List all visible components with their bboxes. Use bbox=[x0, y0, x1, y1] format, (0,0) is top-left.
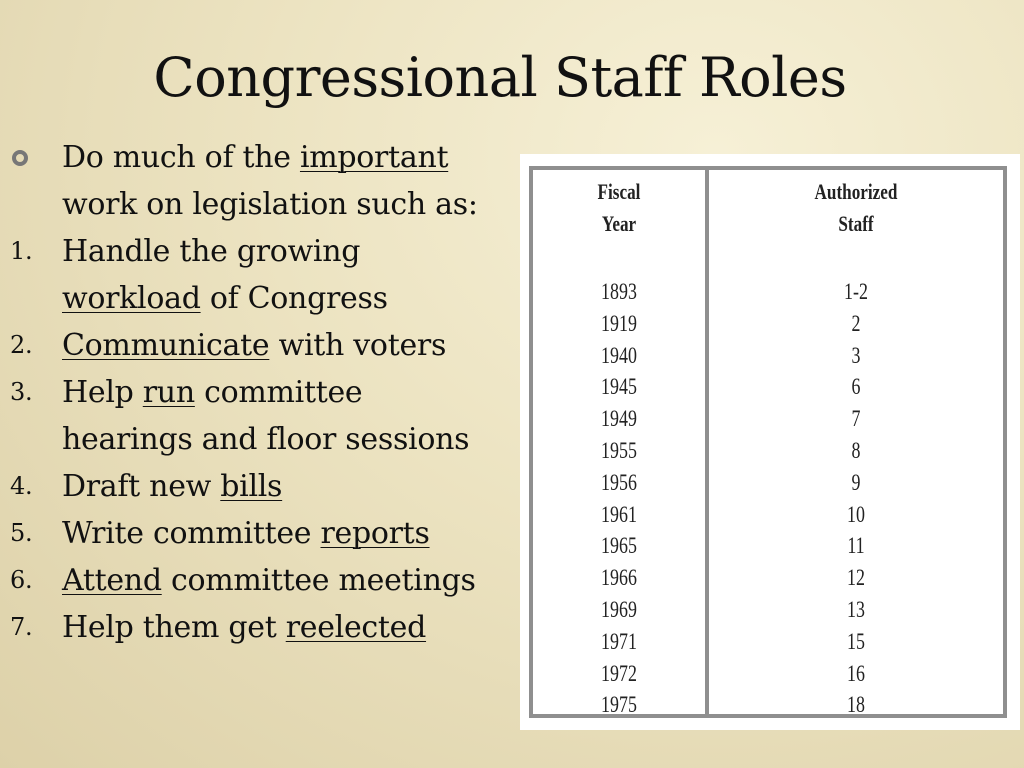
staff-cells bbox=[709, 276, 1003, 721]
table-cell: 1-2 bbox=[844, 279, 868, 304]
text-post: committee meetings bbox=[161, 563, 476, 598]
text-pre: Help bbox=[62, 375, 143, 410]
table-cell: 1956 bbox=[601, 469, 637, 495]
table-cell: 1971 bbox=[601, 628, 637, 654]
table-cell: 10 bbox=[847, 501, 865, 527]
table-cell: 1969 bbox=[601, 596, 637, 622]
list-number: 5. bbox=[10, 519, 33, 547]
text-underlined: reelected bbox=[285, 610, 427, 645]
table-cell: 11 bbox=[847, 533, 865, 559]
table-cell: 1919 bbox=[601, 310, 637, 336]
list-item-text bbox=[62, 510, 500, 557]
bullet-text bbox=[62, 134, 500, 228]
bullet-text-post: work on legislation such as: bbox=[62, 187, 478, 222]
text-post: committee hearings and floor sessions bbox=[62, 375, 470, 457]
authorized-staff-header bbox=[741, 176, 970, 240]
list-item bbox=[10, 604, 500, 651]
text-pre: Write committee bbox=[62, 516, 321, 551]
table-cell: 1893 bbox=[601, 279, 637, 304]
list-number: 6. bbox=[10, 566, 33, 594]
list-item-text bbox=[62, 369, 500, 463]
table-cell: 1955 bbox=[601, 437, 637, 463]
table-cell: 3 bbox=[851, 342, 861, 368]
text-post: with voters bbox=[269, 328, 447, 363]
list-item bbox=[10, 510, 500, 557]
bullet-item bbox=[10, 134, 500, 228]
list-item-text bbox=[62, 322, 500, 369]
list-item-text bbox=[62, 604, 500, 651]
table-cell: 1975 bbox=[601, 692, 637, 718]
bullet-text-underlined: important bbox=[299, 140, 449, 175]
list-number: 4. bbox=[10, 472, 33, 500]
slide-title: Congressional Staff Roles bbox=[153, 46, 847, 109]
text-pre: Handle the growing bbox=[62, 234, 361, 269]
table-cell: 1965 bbox=[601, 533, 637, 559]
table-cell: 1972 bbox=[601, 660, 637, 686]
text-underlined: reports bbox=[320, 516, 430, 551]
table-cell: 12 bbox=[847, 565, 865, 591]
table-cell: 1949 bbox=[601, 406, 637, 432]
text-underlined: Attend bbox=[62, 563, 162, 598]
header-line: Year bbox=[601, 211, 637, 236]
text-underlined: workload bbox=[62, 281, 201, 316]
fiscal-year-header bbox=[552, 176, 686, 240]
staff-table-image bbox=[520, 154, 1020, 730]
table-cell: 7 bbox=[851, 406, 861, 432]
text-post: of Congress bbox=[200, 281, 388, 316]
text-pre: Draft new bbox=[62, 469, 221, 504]
table-cell: 15 bbox=[847, 628, 865, 654]
table-cell: 8 bbox=[851, 437, 861, 463]
list-item bbox=[10, 557, 500, 604]
table-cell: 1945 bbox=[601, 374, 637, 400]
list-item bbox=[10, 463, 500, 510]
list-number: 7. bbox=[10, 613, 33, 641]
list-item-text bbox=[62, 463, 500, 510]
list-item bbox=[10, 322, 500, 369]
table-cell: 13 bbox=[847, 596, 865, 622]
list-item-text bbox=[62, 228, 500, 322]
table-cell: 1966 bbox=[601, 565, 637, 591]
list-number: 3. bbox=[10, 378, 33, 406]
list-item bbox=[10, 369, 500, 463]
header-line: Authorized bbox=[814, 179, 898, 204]
authorized-staff-column bbox=[709, 170, 1003, 721]
circle-bullet-icon bbox=[10, 134, 62, 181]
fiscal-year-column bbox=[533, 170, 705, 721]
list-item-text bbox=[62, 557, 500, 604]
text-underlined: run bbox=[142, 375, 195, 410]
year-cells bbox=[533, 276, 705, 721]
table-cell: 1961 bbox=[601, 501, 637, 527]
table-cell: 9 bbox=[851, 469, 861, 495]
table-cell: 6 bbox=[851, 374, 861, 400]
list-item bbox=[10, 228, 500, 322]
staff-table bbox=[529, 166, 1007, 718]
text-underlined: Communicate bbox=[62, 328, 270, 363]
header-line: Staff bbox=[838, 211, 874, 236]
bullet-text-pre: Do much of the bbox=[62, 140, 300, 175]
text-pre: Help them get bbox=[62, 610, 286, 645]
content-list bbox=[10, 134, 500, 651]
list-number: 1. bbox=[10, 237, 33, 265]
table-cell: 18 bbox=[847, 692, 865, 718]
text-underlined: bills bbox=[220, 469, 283, 504]
table-cell: 16 bbox=[847, 660, 865, 686]
header-line: Fiscal bbox=[597, 179, 641, 204]
table-cell: 1940 bbox=[601, 342, 637, 368]
table-cell: 2 bbox=[851, 310, 861, 336]
list-number: 2. bbox=[10, 331, 33, 359]
